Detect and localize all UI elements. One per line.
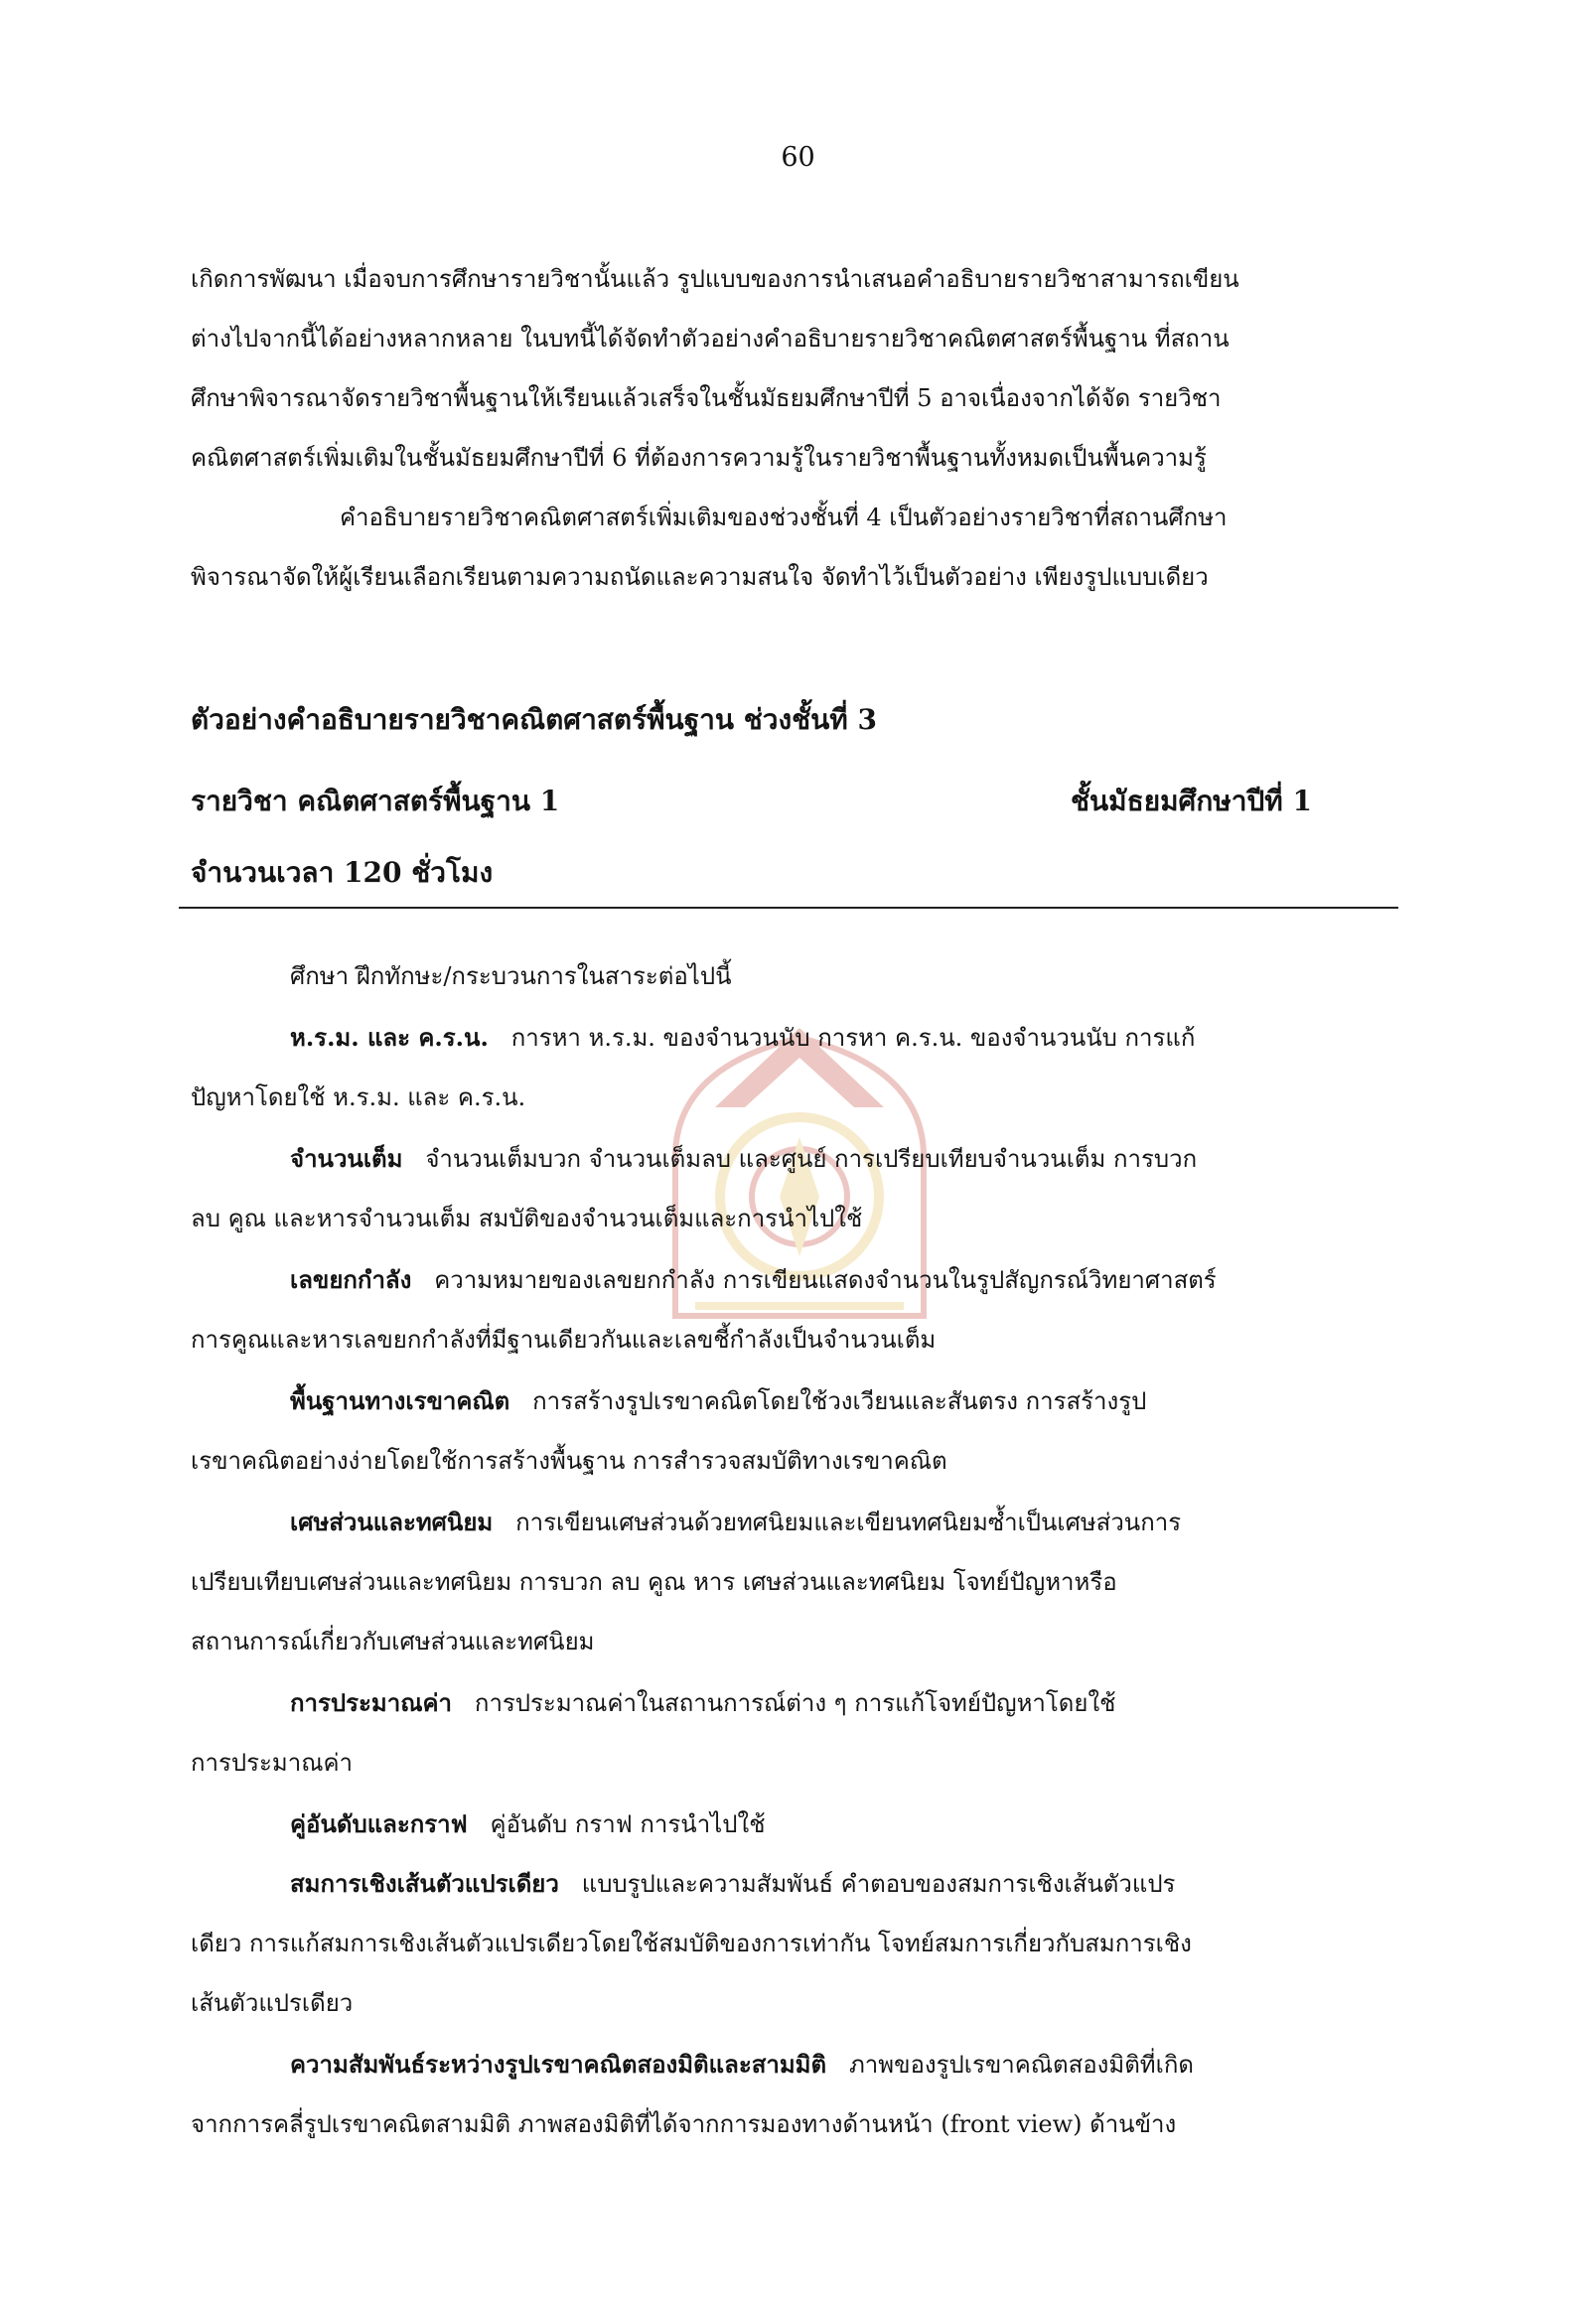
topic-text: แบบรูปและความสัมพันธ์ คำตอบของสมการเชิงเส้นตัวแปร (581, 1870, 1176, 1898)
intro-line-1: เกิดการพัฒนา เมื่อจบการศึกษารายวิชานั้นแล้ว รูปแบบของการนำเสนอคำอธิบายรายวิชาสามารถเขียน (191, 265, 1239, 293)
topic-term: คู่อันดับและกราฟ (290, 1809, 468, 1838)
topic-5-line-2: เปรียบเทียบเศษส่วนและทศนิยม การบวก ลบ คูณ หาร เศษส่วนและทศนิยม โจทย์ปัญหาหรือ (191, 1568, 1117, 1596)
topic-5-line-1 (290, 1506, 1181, 1539)
topic-term: จำนวนเต็ม (290, 1144, 403, 1173)
section-title: ตัวอย่างคำอธิบายรายวิชาคณิตศาสตร์พื้นฐาน ช่วงชั้นที่ 3 (191, 703, 877, 736)
topic-text: คู่อันดับ กราฟ การนำไปใช้ (490, 1810, 766, 1838)
topic-text: การเขียนเศษส่วนด้วยทศนิยมและเขียนทศนิยมซ้ำเป็นเศษส่วนการ (515, 1509, 1182, 1536)
topic-1-line-2: ปัญหาโดยใช้ ห.ร.ม. และ ค.ร.น. (191, 1083, 526, 1111)
topic-term: ห.ร.ม. และ ค.ร.น. (290, 1023, 489, 1052)
topic-6-line-2: การประมาณค่า (191, 1749, 354, 1777)
page-number: 60 (781, 142, 815, 173)
intro-line-6: พิจารณาจัดให้ผู้เรียนเลือกเรียนตามความถนัดและความสนใจ จัดทำไว้เป็นตัวอย่าง เพียงรูปแบบเดียว (191, 563, 1209, 591)
topic-text: ภาพของรูปเรขาคณิตสองมิติที่เกิด (848, 2051, 1194, 2079)
topic-3-line-1 (290, 1263, 1217, 1297)
course-name: รายวิชา คณิตศาสตร์พื้นฐาน 1 (191, 785, 560, 817)
topic-9-line-2: จากการคลี่รูปเรขาคณิตสามมิติ ภาพสองมิติที่ได้จากการมองทางด้านหน้า (front view) ด้านข้าง (191, 2110, 1177, 2138)
topic-9-line-1 (290, 2048, 1194, 2082)
topic-term: เลขยกกำลัง (290, 1265, 412, 1294)
topic-8-line-3: เส้นตัวแปรเดียว (191, 1989, 354, 2017)
topic-term: พื้นฐานทางเรขาคณิต (290, 1386, 510, 1415)
topic-text: การสร้างรูปเรขาคณิตโดยใช้วงเวียนและสันตรง การสร้างรูป (532, 1387, 1147, 1415)
topic-3-line-2: การคูณและหารเลขยกกำลังที่มีฐานเดียวกันและเลขชี้กำลังเป็นจำนวนเต็ม (191, 1326, 937, 1354)
topic-term: เศษส่วนและทศนิยม (290, 1508, 494, 1536)
topic-text: การประมาณค่าในสถานการณ์ต่าง ๆ การแก้โจทย์ปัญหาโดยใช้ (474, 1689, 1116, 1717)
intro-line-3: ศึกษาพิจารณาจัดรายวิชาพื้นฐานให้เรียนแล้วเสร็จในชั้นมัธยมศึกษาปีที่ 5 อาจเนื่องจากได้จัด รายวิชา (191, 384, 1222, 412)
topic-2-line-1 (290, 1142, 1197, 1176)
topic-5-line-3: สถานการณ์เกี่ยวกับเศษส่วนและทศนิยม (191, 1628, 595, 1655)
topic-term: ความสัมพันธ์ระหว่างรูปเรขาคณิตสองมิติและสามมิติ (290, 2050, 827, 2079)
topic-term: การประมาณค่า (290, 1688, 453, 1717)
topic-text: จำนวนเต็มบวก จำนวนเต็มลบ และศูนย์ การเปรียบเทียบจำนวนเต็ม การบวก (425, 1145, 1198, 1173)
topic-6-line-1 (290, 1686, 1115, 1720)
heading-divider (179, 907, 1398, 909)
grade-level: ชั้นมัธยมศึกษาปีที่ 1 (1071, 785, 1312, 817)
topic-term: สมการเชิงเส้นตัวแปรเดียว (290, 1869, 559, 1898)
intro-line-2: ต่างไปจากนี้ได้อย่างหลากหลาย ในบทนี้ได้จัดทำตัวอย่างคำอธิบายรายวิชาคณิตศาสตร์พื้นฐาน ที่สถาน (191, 325, 1230, 353)
study-intro: ศึกษา ฝึกทักษะ/กระบวนการในสาระต่อไปนี้ (290, 962, 732, 990)
topic-8-line-2: เดียว การแก้สมการเชิงเส้นตัวแปรเดียวโดยใช้สมบัติของการเท่ากัน โจทย์สมการเกี่ยวกับสมการเชิง (191, 1930, 1192, 1957)
intro-line-5: คำอธิบายรายวิชาคณิตศาสตร์เพิ่มเติมของช่วงชั้นที่ 4 เป็นตัวอย่างรายวิชาที่สถานศึกษา (340, 504, 1228, 531)
topic-2-line-2: ลบ คูณ และหารจำนวนเต็ม สมบัติของจำนวนเต็มและการนำไปใช้ (191, 1205, 863, 1232)
topic-1-line-1 (290, 1021, 1195, 1055)
topic-8-line-1 (290, 1867, 1175, 1901)
course-duration: จำนวนเวลา 120 ชั่วโมง (191, 856, 494, 889)
topic-4-line-1 (290, 1384, 1146, 1418)
topic-4-line-2: เรขาคณิตอย่างง่ายโดยใช้การสร้างพื้นฐาน การสำรวจสมบัติทางเรขาคณิต (191, 1447, 947, 1475)
topic-7-line-1 (290, 1807, 765, 1841)
topic-text: การหา ห.ร.ม. ของจำนวนนับ การหา ค.ร.น. ของจำนวนนับ การแก้ (510, 1024, 1196, 1052)
intro-line-4: คณิตศาสตร์เพิ่มเติมในชั้นมัธยมศึกษาปีที่ 6 ที่ต้องการความรู้ในรายวิชาพื้นฐานทั้งหมดเป็นพื้นความรู้ (191, 444, 1207, 472)
topic-text: ความหมายของเลขยกกำลัง การเขียนแสดงจำนวนในรูปสัญกรณ์วิทยาศาสตร์ (434, 1266, 1217, 1294)
